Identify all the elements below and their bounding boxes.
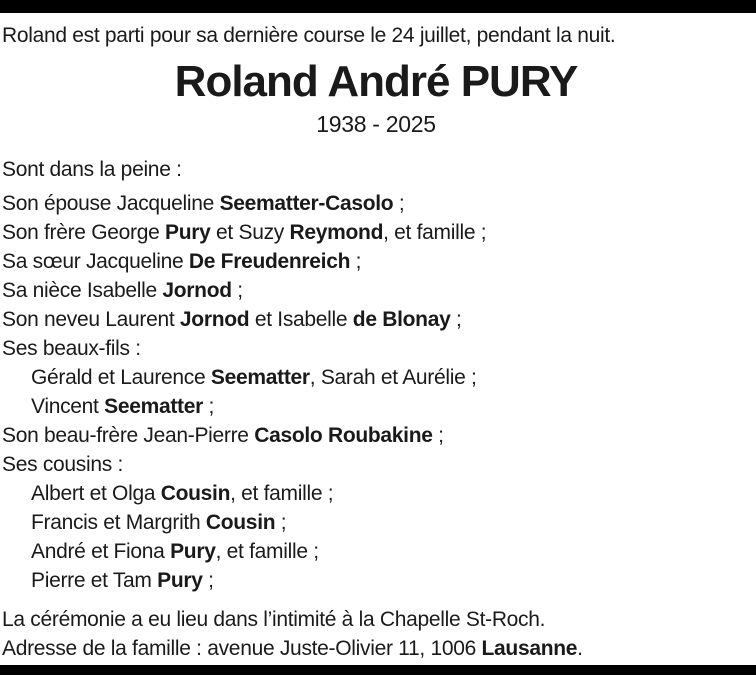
family-line (2, 189, 750, 218)
surname-bold: De Freudenreich (188, 250, 351, 273)
deceased-name: Roland André PURY (174, 57, 578, 106)
birth-death-years: 1938 - 2025 (316, 111, 436, 137)
surname-bold: Cousin (205, 511, 276, 534)
surname-bold: Seematter (210, 366, 310, 389)
line-text: ; (202, 395, 215, 418)
line-text: Pierre et Tam (31, 569, 158, 592)
family-line (2, 450, 750, 479)
line-text: et Suzy (210, 221, 290, 244)
surname-bold: Pury (165, 221, 211, 244)
family-line (2, 421, 750, 450)
line-text: Son beau-frère Jean-Pierre (2, 424, 255, 447)
surname-bold: Pury (170, 540, 216, 563)
line-text: André et Fiona (31, 540, 171, 563)
surname-bold: Cousin (160, 482, 231, 505)
family-line (2, 566, 750, 595)
line-text: Vincent (31, 395, 105, 418)
line-text: , et famille ; (215, 540, 319, 563)
surname-bold: Pury (157, 569, 203, 592)
line-text: Son neveu Laurent (2, 308, 180, 331)
line-text: Ses cousins : (2, 453, 123, 476)
line-text: Son épouse Jacqueline (2, 192, 220, 215)
line-text: Adresse de la famille : avenue Juste-Olivier 11, 1006 (2, 637, 482, 660)
family-line (2, 218, 750, 247)
line-text: ; (432, 424, 444, 447)
surname-bold: Lausanne (481, 637, 578, 660)
family-line (2, 392, 750, 421)
family-line (2, 537, 750, 566)
closing-line (2, 605, 750, 634)
line-text: Ses beaux-fils : (2, 337, 141, 360)
surname-bold: Seematter (104, 395, 203, 418)
line-text: , et famille ; (383, 221, 487, 244)
line-text: ; (202, 569, 214, 592)
family-line (2, 479, 750, 508)
line-text: Son frère George (2, 221, 165, 244)
surname-bold: Reymond (289, 221, 384, 244)
line-text: , Sarah et Aurélie ; (309, 366, 477, 389)
intro-line: Roland est parti pour sa dernière course le 24 juillet, pendant la nuit. (2, 24, 616, 47)
closing-block (2, 605, 750, 663)
family-line (2, 508, 750, 537)
family-line (2, 363, 750, 392)
line-text: ; (350, 250, 362, 273)
top-border-bar (0, 0, 756, 13)
surname-bold: Casolo Roubakine (254, 424, 433, 447)
closing-line (2, 634, 750, 663)
line-text: Gérald et Laurence (31, 366, 211, 389)
line-text: Albert et Olga (31, 482, 161, 505)
line-text: ; (450, 308, 462, 331)
death-notice (0, 13, 756, 663)
family-line (2, 276, 750, 305)
line-text: Sa nièce Isabelle (2, 279, 163, 302)
line-text: , et famille ; (230, 482, 334, 505)
grief-header: Sont dans la peine : (2, 158, 182, 181)
family-line (2, 334, 750, 363)
line-text: Francis et Margrith (31, 511, 206, 534)
line-text: La cérémonie a eu lieu dans l’intimité à la Chapelle St-Roch. (2, 608, 546, 631)
bottom-border-bar (0, 665, 756, 675)
line-text: ; (275, 511, 287, 534)
family-line (2, 247, 750, 276)
line-text: ; (231, 279, 243, 302)
line-text: . (577, 637, 583, 660)
surname-bold: Seematter-Casolo (219, 192, 394, 215)
line-text: ; (393, 192, 405, 215)
line-text: et Isabelle (249, 308, 353, 331)
line-text: Sa sœur Jacqueline (2, 250, 189, 273)
family-line (2, 305, 750, 334)
family-list (2, 189, 750, 595)
surname-bold: de Blonay (352, 308, 451, 331)
surname-bold: Jornod (179, 308, 250, 331)
surname-bold: Jornod (162, 279, 232, 302)
